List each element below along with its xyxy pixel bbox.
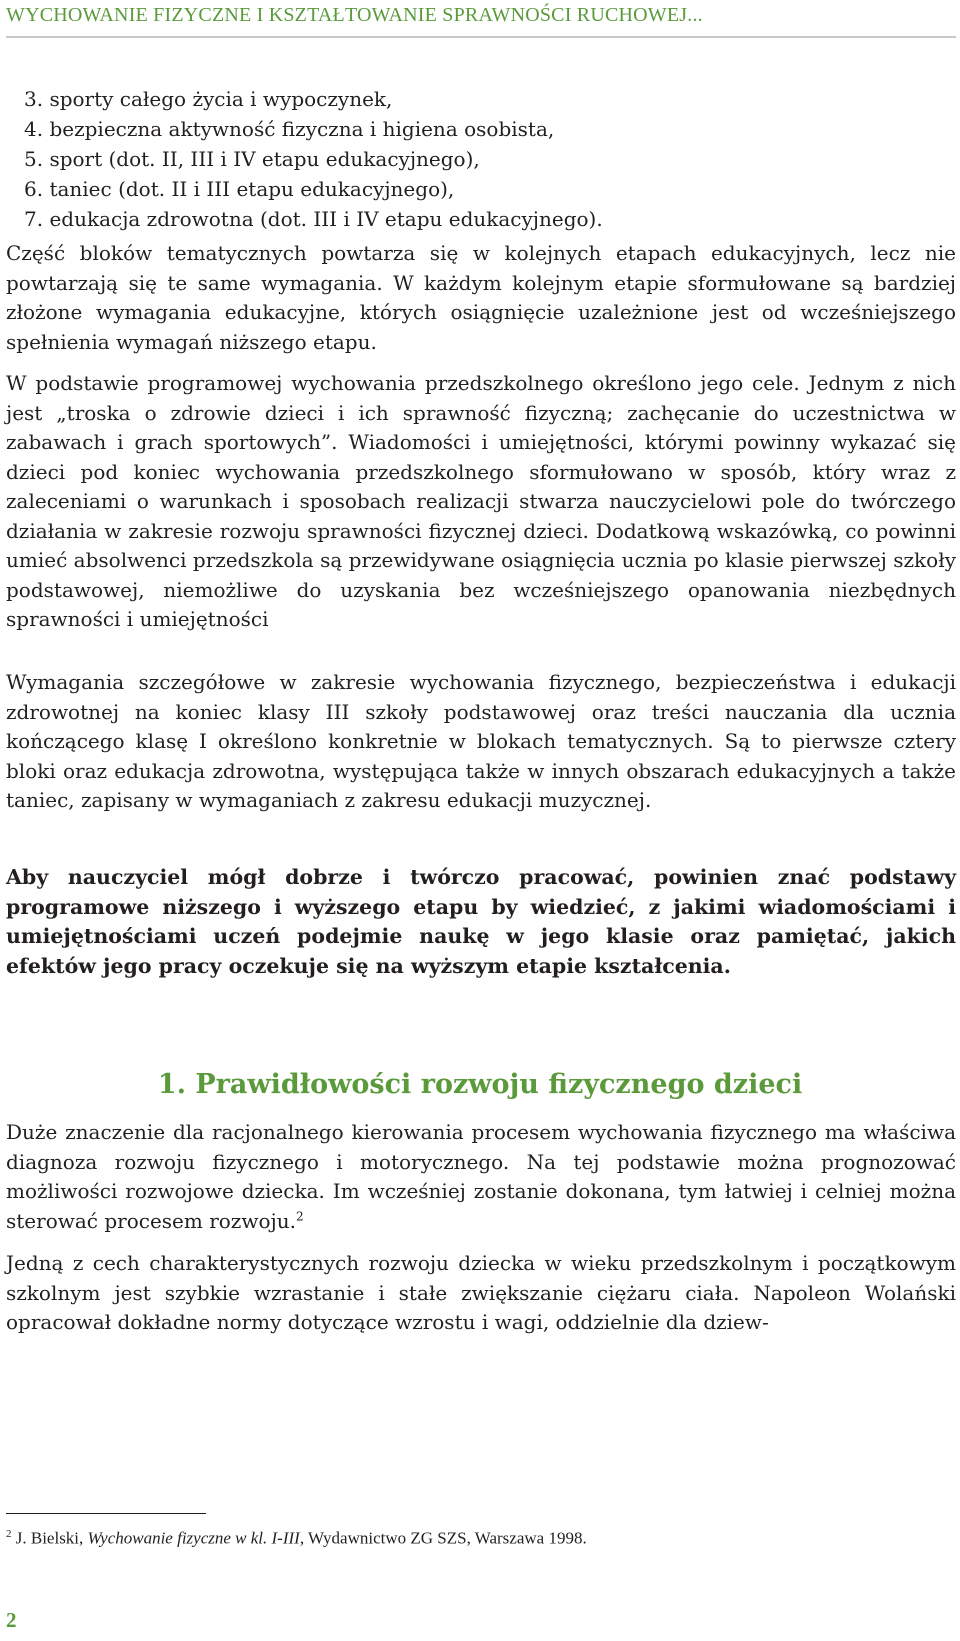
footnote-divider <box>6 1513 206 1514</box>
list-item: 3. sporty całego życia i wypoczynek, <box>24 87 393 111</box>
paragraph-preschool-curriculum: W podstawie programowej wychowania przedszkolnego określono jego cele. Jednym z nich jest „troska o zdrowie dzieci i ich sprawność fizyczną; zachęcanie do uczestnictwa w zabawach i grach sportowych”. Wiadomości i umiejętności, którymi powinny wykazać się dzieci pod koniec wychowania przedszkolnego sformułowano w sposób, który wraz z zaleceniami o warunkach i sposobach realizacji stwarza nauczycielowi pole do twórczego działania w zakresie rozwoju sprawności fizycznej dzieci. Dodatkową wskazówką, co powinni umieć absolwenci przedszkola są przewidywane osiągnięcia ucznia po klasie pierwszej szkoły podstawowej, niemożliwe do uzyskania bez wcześniejszego opanowania niezbędnych sprawności i umiejętności <box>6 371 956 631</box>
list-item: 4. bezpieczna aktywność fizyczna i higiena osobista, <box>24 117 555 141</box>
list-item: 7. edukacja zdrowotna (dot. III i IV etapu edukacyjnego). <box>24 207 603 231</box>
paragraph-bold-emphasis: Aby nauczyciel mógł dobrze i twórczo pracować, powinien znać podstawy programowe niższego i wyższego etapu by wiedzieć, z jakimi wiadomościami i umiejętnościami uczeń podejmie naukę w jego klasie oraz pamiętać, jakich efektów jego pracy oczekuje się na wyższym etapie kształcenia. <box>6 865 956 978</box>
list-item: 5. sport (dot. II, III i IV etapu edukacyjnego), <box>24 147 480 171</box>
running-header: WYCHOWANIE FIZYCZNE I KSZTAŁTOWANIE SPRAWNOŚCI RUCHOWEJ... <box>6 4 703 26</box>
header-divider <box>6 36 956 38</box>
footnote-work-title: Wychowanie fizyczne w kl. I-III <box>87 1528 300 1548</box>
topic-list <box>24 84 603 234</box>
paragraph-diagnosis-text: Duże znaczenie dla racjonalnego kierowania procesem wychowania fizycznego ma właściwa diagnoza rozwoju fizycznego i motorycznego. Na tej podstawie można prognozować możliwości rozwojowe dziecka. Im wcześniej zostanie dokonana, tym łatwiej i celniej można sterować procesem rozwoju. <box>6 1120 956 1233</box>
footnote-reference[interactable]: 2 <box>295 1208 304 1223</box>
paragraph-detailed-requirements: Wymagania szczegółowe w zakresie wychowania fizycznego, bezpieczeństwa i edukacji zdrowotnej na koniec klasy III szkoły podstawowej oraz treści nauczania dla ucznia kończącego klasę I określono konkretnie w blokach tematycznych. Są to pierwsze cztery bloki oraz edukacja zdrowotna, występująca także w innych obszarach edukacyjnych a także taniec, zapisany w wymaganiach z zakresu edukacji muzycznej. <box>6 670 956 812</box>
footnote-number: 2 <box>6 1528 12 1540</box>
paragraph-blocks: Część bloków tematycznych powtarza się w kolejnych etapach edukacyjnych, lecz nie powtarzają się te same wymagania. W każdym kolejnym etapie sformułowane są bardziej złożone wymagania edukacyjne, których osiągnięcie uzależnione jest od wcześniejszego spełnienia wymagań niższego etapu. <box>6 241 956 354</box>
footnote <box>6 1528 587 1549</box>
paragraph-growth: Jedną z cech charakterystycznych rozwoju dziecka w wieku przedszkolnym i początkowym szkolnym jest szybkie wzrastanie i stałe zwiększanie ciężaru ciała. Napoleon Wolański opracował dokładne normy dotyczące wzrostu i wagi, oddzielnie dla dziew- <box>6 1251 956 1334</box>
section-heading: 1. Prawidłowości rozwoju fizycznego dzieci <box>157 1069 803 1100</box>
page-number: 2 <box>6 1608 17 1632</box>
list-item: 6. taniec (dot. II i III etapu edukacyjnego), <box>24 177 455 201</box>
footnote-author: J. Bielski, <box>15 1528 88 1548</box>
paragraph-diagnosis <box>6 1118 956 1236</box>
footnote-publisher: , Wydawnictwo ZG SZS, Warszawa 1998. <box>299 1528 587 1548</box>
